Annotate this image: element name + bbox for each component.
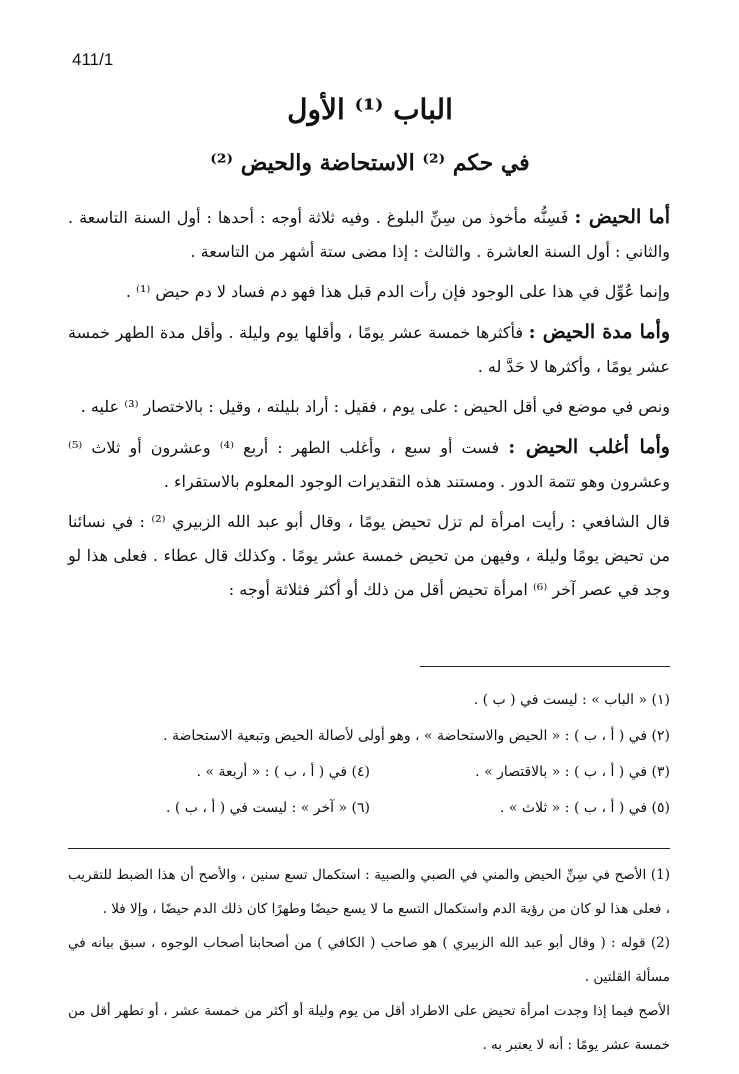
editor-footnotes — [68, 858, 670, 1062]
paragraph-text: فَسِنُّه مأخوذ من سِنِّ البلوغ . وفيه ثلاثة أوجه : أحدها : أول السنة التاسعة . والثاني : أول السنة العاشرة . والثالث : إذا مضى ستة أشهر من التاسعة . — [68, 208, 670, 261]
editor-note-2: (2) قوله : ( وقال أبو عبد الله الزبيري ) هو صاحب ( الكافي ) من أصحابنا أصحاب الوجوه ، سبق بيانه في مسألة القلتين . — [68, 935, 670, 985]
footnote-5: (٥) في ( أ ، ب ) : « ثلاث » . — [499, 800, 670, 816]
paragraph-most-common — [68, 430, 670, 499]
paragraph-text: وإنما عُوِّل في هذا على الوجود فإن رأت الدم قبل هذا فهو دم فساد لا دم حيض ⁽¹⁾ . — [125, 282, 670, 301]
footnote-divider — [420, 666, 670, 667]
editor-note-1: (1) الأصح في سِنِّ الحيض والمني في الصبي والصبية : استكمال تسع سنين ، والأصح أن هذا الضبط للتقريب ، فعلى هذا لو كان من رؤية الدم واستكمال التسع ما لا يسع حيضًا وطهرًا كان ذلك الدم حيضًا ، وإلا فلا . — [68, 867, 670, 917]
editor-notes-divider — [68, 848, 670, 849]
paragraph-minimum-text — [68, 390, 670, 424]
paragraph-lead: وأما مدة الحيض : — [528, 321, 670, 343]
paragraph-text: قال الشافعي : رأيت امرأة لم تزل تحيض يومًا ، وقال أبو عبد الله الزبيري ⁽²⁾ : في نسائنا من تحيض يومًا وليلة ، وفيهن من تحيض خمسة عشر يومًا . وكذلك قال عطاء . فعلى هذا لو وجد في عصر آخر ⁽⁶⁾ امرأة تحيض أقل من ذلك أو أكثر فثلاثة أوجه : — [68, 512, 670, 599]
footnote-6: (٦) « آخر » : ليست في ( أ ، ب ) . — [165, 800, 370, 816]
page-number: 411/1 — [72, 50, 114, 69]
footnote-1: (١) « الباب » : ليست في ( ب ) . — [473, 692, 670, 708]
footnote-row — [68, 790, 670, 826]
paragraph-text: فست أو سبع ، وأغلب الطهر : أربع ⁽⁴⁾ وعشرون أو ثلاث ⁽⁵⁾ وعشرون وهو تتمة الدور . ومستند هذه التقديرات الوجود المعلوم بالاستقراء . — [68, 438, 670, 491]
footnote-2: (٢) في ( أ ، ب ) : « الحيض والاستحاضة » ، وهو أولى لأصالة الحيض وتبعية الاستحاضة . — [163, 728, 670, 744]
paragraph-lead: أما الحيض : — [574, 206, 671, 228]
footnote-4: (٤) في ( أ ، ب ) : « أربعة » . — [196, 764, 370, 780]
paragraph-duration — [68, 315, 670, 384]
paragraph-reliance — [68, 275, 670, 309]
editor-note-3: الأصح فيما إذا وجدت امرأة تحيض على الاطراد أقل من يوم وليلة أو أكثر من خمسة عشر ، أو تطهر أقل من خمسة عشر يومًا : أنه لا يعتبر به . — [68, 1003, 670, 1053]
paragraph-text: ونص في موضع في أقل الحيض : على يوم ، فقيل : أراد بليلته ، وقيل : بالاختصار ⁽³⁾ عليه . — [80, 397, 670, 416]
paragraph-menstruation-age — [68, 200, 670, 269]
main-text — [68, 200, 670, 613]
chapter-subtitle: في حكم ⁽²⁾ الاستحاضة والحيض ⁽²⁾ — [210, 150, 530, 176]
manuscript-footnotes — [68, 682, 670, 826]
footnote-row — [68, 754, 670, 790]
paragraph-shafii — [68, 505, 670, 607]
paragraph-lead: وأما أغلب الحيض : — [508, 436, 670, 458]
footnote-3: (٣) في ( أ ، ب ) : « بالاقتصار » . — [475, 764, 670, 780]
chapter-title: الباب ⁽¹⁾ الأول — [287, 93, 453, 126]
paragraph-text: فأكثرها خمسة عشر يومًا ، وأقلها يوم وليلة . وأقل مدة الطهر خمسة عشر يومًا ، وأكثرها لا حَدَّ له . — [68, 323, 670, 376]
